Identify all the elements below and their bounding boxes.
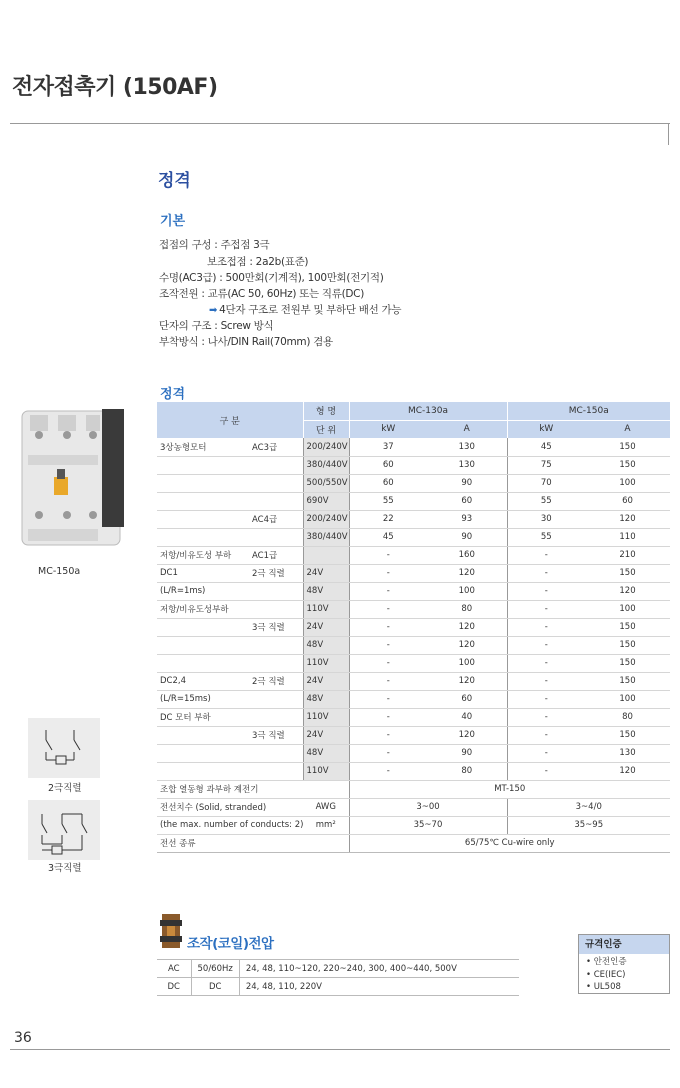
spec-row xyxy=(157,438,670,456)
spec-row xyxy=(157,762,670,780)
two-pole-wiring-diagram xyxy=(28,718,100,778)
row-category: 저항/비유도성 부하 xyxy=(157,546,249,564)
row-subcategory: 3극 직렬 xyxy=(249,726,303,744)
row-voltage: 24V xyxy=(303,564,349,582)
row-subcategory xyxy=(249,474,303,492)
spec-row xyxy=(157,744,670,762)
mc150-kw: - xyxy=(507,744,585,762)
mc150-a: 100 xyxy=(585,474,670,492)
row-subcategory: AC3급 xyxy=(249,438,303,456)
wire-label: (the max. number of conducts: 2) xyxy=(157,816,303,834)
spec-row xyxy=(157,618,670,636)
spec-row xyxy=(157,654,670,672)
spec-row xyxy=(157,564,670,582)
coil-icon xyxy=(158,912,184,950)
header-mc150: MC-150a xyxy=(507,402,670,420)
row-category xyxy=(157,510,249,528)
row-voltage: 200/240V xyxy=(303,438,349,456)
spec-row xyxy=(157,474,670,492)
mc130-kw: 45 xyxy=(349,528,427,546)
mc150-a: 120 xyxy=(585,762,670,780)
mc150-kw: - xyxy=(507,762,585,780)
row-category: DC 모터 부하 xyxy=(157,708,249,726)
row-subcategory: AC1급 xyxy=(249,546,303,564)
mc150-a: 150 xyxy=(585,636,670,654)
row-voltage: 110V xyxy=(303,600,349,618)
basic-line-terminal-note xyxy=(209,302,401,317)
wire-mc150: 35~95 xyxy=(507,816,670,834)
mc150-kw: - xyxy=(507,672,585,690)
spec-row xyxy=(157,690,670,708)
mc130-a: 120 xyxy=(427,672,507,690)
header-unit-kw: kW xyxy=(349,420,427,438)
mc130-a: 90 xyxy=(427,744,507,762)
mc130-a: 80 xyxy=(427,762,507,780)
coil-voltage-title: 조작(코일)전압 xyxy=(187,936,274,952)
row-voltage: 200/240V xyxy=(303,510,349,528)
mc150-kw: 75 xyxy=(507,456,585,474)
row-category: (L/R=1ms) xyxy=(157,582,249,600)
row-voltage xyxy=(303,546,349,564)
row-category xyxy=(157,618,249,636)
row-category: DC2,4 xyxy=(157,672,249,690)
spec-row xyxy=(157,726,670,744)
mc150-a: 150 xyxy=(585,672,670,690)
mc150-a: 150 xyxy=(585,456,670,474)
mc130-kw: - xyxy=(349,726,427,744)
basic-line-terminal-note-text: 4단자 구조로 전원부 및 부하단 배선 가능 xyxy=(219,304,402,316)
contactor-product-image xyxy=(14,405,128,555)
row-voltage: 500/550V xyxy=(303,474,349,492)
mc130-kw: 22 xyxy=(349,510,427,528)
mc150-kw: - xyxy=(507,708,585,726)
row-subcategory xyxy=(249,654,303,672)
mc130-kw: - xyxy=(349,672,427,690)
header-unit-kw: kW xyxy=(507,420,585,438)
wire-label: 전선치수 (Solid, stranded) xyxy=(157,798,303,816)
row-category xyxy=(157,762,249,780)
mc130-kw: 60 xyxy=(349,474,427,492)
mc130-a: 160 xyxy=(427,546,507,564)
three-pole-wiring-diagram xyxy=(28,800,100,860)
mc150-kw: - xyxy=(507,690,585,708)
spec-heading: 정격 xyxy=(160,387,186,402)
certification-box xyxy=(578,934,670,994)
wire-mc150: 3~4/0 xyxy=(507,798,670,816)
wire-unit: AWG xyxy=(303,798,349,816)
mc150-a: 130 xyxy=(585,744,670,762)
row-category xyxy=(157,654,249,672)
mc130-kw: - xyxy=(349,546,427,564)
row-voltage: 24V xyxy=(303,672,349,690)
mc130-a: 100 xyxy=(427,654,507,672)
row-subcategory: AC4급 xyxy=(249,510,303,528)
mc150-kw: - xyxy=(507,654,585,672)
row-subcategory xyxy=(249,600,303,618)
mc150-a: 150 xyxy=(585,726,670,744)
basic-line-life: 수명(AC3급) : 500만회(기계적), 100만회(전기적) xyxy=(159,272,384,284)
overload-label: 조합 열동형 과부하 계전기 xyxy=(157,780,349,798)
header-mc130: MC-130a xyxy=(349,402,507,420)
row-category: DC1 xyxy=(157,564,249,582)
mc150-kw: 55 xyxy=(507,492,585,510)
row-voltage: 24V xyxy=(303,618,349,636)
spec-row xyxy=(157,582,670,600)
row-category xyxy=(157,456,249,474)
row-category xyxy=(157,744,249,762)
mc130-a: 80 xyxy=(427,600,507,618)
section-title: 정격 xyxy=(158,171,191,191)
mc150-kw: 70 xyxy=(507,474,585,492)
mc130-kw: 60 xyxy=(349,456,427,474)
mc130-a: 130 xyxy=(427,456,507,474)
basic-line-power: 조작전원 : 교류(AC 50, 60Hz) 또는 직류(DC) xyxy=(159,288,364,300)
mc130-a: 40 xyxy=(427,708,507,726)
overload-value: MT-150 xyxy=(349,780,670,798)
row-voltage: 24V xyxy=(303,726,349,744)
basic-line-aux: 보조접점 : 2a2b(표준) xyxy=(207,256,309,268)
header-unit-a: A xyxy=(427,420,507,438)
mc130-a: 120 xyxy=(427,636,507,654)
mc150-kw: 30 xyxy=(507,510,585,528)
mc150-a: 60 xyxy=(585,492,670,510)
mc150-a: 210 xyxy=(585,546,670,564)
row-subcategory xyxy=(249,690,303,708)
mc150-a: 100 xyxy=(585,600,670,618)
coil-values: 24, 48, 110, 220V xyxy=(239,978,519,996)
mc130-kw: - xyxy=(349,690,427,708)
mc130-a: 120 xyxy=(427,618,507,636)
row-subcategory xyxy=(249,762,303,780)
mc150-kw: - xyxy=(507,636,585,654)
basic-line-terminal: 단자의 구조 : Screw 방식 xyxy=(159,320,274,332)
mc130-a: 90 xyxy=(427,474,507,492)
row-subcategory xyxy=(249,744,303,762)
page-title: 전자접촉기 (150AF) xyxy=(12,75,218,100)
coil-type: DC xyxy=(157,978,191,996)
coil-values: 24, 48, 110~120, 220~240, 300, 400~440, 500V xyxy=(239,960,519,978)
row-subcategory: 3극 직렬 xyxy=(249,618,303,636)
spec-row-wire-size xyxy=(157,798,670,816)
title-divider xyxy=(10,123,670,124)
row-subcategory: 2극 직렬 xyxy=(249,564,303,582)
bottom-divider xyxy=(10,1049,670,1050)
mc150-a: 120 xyxy=(585,582,670,600)
row-voltage: 690V xyxy=(303,492,349,510)
spec-row xyxy=(157,546,670,564)
row-category xyxy=(157,726,249,744)
mc150-a: 100 xyxy=(585,690,670,708)
mc150-kw: - xyxy=(507,726,585,744)
coil-voltage-table xyxy=(157,959,519,996)
row-subcategory: 2극 직렬 xyxy=(249,672,303,690)
mc130-a: 93 xyxy=(427,510,507,528)
mc130-kw: - xyxy=(349,600,427,618)
mc130-kw: - xyxy=(349,636,427,654)
row-subcategory xyxy=(249,582,303,600)
mc150-kw: 45 xyxy=(507,438,585,456)
mc130-kw: - xyxy=(349,618,427,636)
row-voltage: 48V xyxy=(303,690,349,708)
row-voltage: 110V xyxy=(303,654,349,672)
mc150-a: 120 xyxy=(585,510,670,528)
mc150-a: 150 xyxy=(585,564,670,582)
row-category: 3상농형모터 xyxy=(157,438,249,456)
mc130-a: 130 xyxy=(427,438,507,456)
mc150-a: 110 xyxy=(585,528,670,546)
header-model: 형 명 xyxy=(303,402,349,420)
mc130-a: 120 xyxy=(427,564,507,582)
spec-row xyxy=(157,708,670,726)
wire-mc130: 35~70 xyxy=(349,816,507,834)
row-category: (L/R=15ms) xyxy=(157,690,249,708)
coil-frequency: 50/60Hz xyxy=(191,960,239,978)
cert-item: • UL508 xyxy=(586,982,621,992)
mc150-a: 80 xyxy=(585,708,670,726)
coil-frequency: DC xyxy=(191,978,239,996)
row-subcategory xyxy=(249,636,303,654)
spec-row xyxy=(157,492,670,510)
mc130-kw: 37 xyxy=(349,438,427,456)
row-category xyxy=(157,636,249,654)
row-voltage: 48V xyxy=(303,744,349,762)
mc130-kw: - xyxy=(349,654,427,672)
coil-row-dc xyxy=(157,978,519,996)
cert-item: • 안전인증 xyxy=(586,957,627,967)
mc130-kw: - xyxy=(349,564,427,582)
wire-type-value: 65/75℃ Cu-wire only xyxy=(349,834,670,852)
row-category xyxy=(157,492,249,510)
spec-table xyxy=(157,402,670,853)
wire-unit: mm² xyxy=(303,816,349,834)
wire-mc130: 3~00 xyxy=(349,798,507,816)
mc130-a: 60 xyxy=(427,690,507,708)
row-voltage: 48V xyxy=(303,636,349,654)
spec-row xyxy=(157,636,670,654)
row-subcategory xyxy=(249,456,303,474)
row-voltage: 380/440V xyxy=(303,528,349,546)
title-divider-tick xyxy=(668,123,669,145)
mc130-a: 60 xyxy=(427,492,507,510)
spec-row xyxy=(157,600,670,618)
row-voltage: 380/440V xyxy=(303,456,349,474)
mc150-a: 150 xyxy=(585,438,670,456)
mc150-kw: - xyxy=(507,564,585,582)
row-voltage: 110V xyxy=(303,708,349,726)
mc130-a: 120 xyxy=(427,726,507,744)
cert-item: • CE(IEC) xyxy=(586,969,626,980)
wire-type-label: 전선 종류 xyxy=(157,834,349,852)
spec-row-overload xyxy=(157,780,670,798)
header-unit: 단 위 xyxy=(303,420,349,438)
spec-row-wire-type xyxy=(157,834,670,852)
mc130-a: 100 xyxy=(427,582,507,600)
spec-row xyxy=(157,528,670,546)
spec-row xyxy=(157,510,670,528)
three-pole-label: 3극직렬 xyxy=(48,863,82,874)
mc150-kw: 55 xyxy=(507,528,585,546)
arrow-right-icon: ➡ xyxy=(209,305,218,316)
row-voltage: 110V xyxy=(303,762,349,780)
mc130-kw: - xyxy=(349,582,427,600)
row-category xyxy=(157,474,249,492)
product-label: MC-150a xyxy=(38,566,81,577)
mc150-a: 150 xyxy=(585,654,670,672)
row-subcategory xyxy=(249,708,303,726)
row-category xyxy=(157,528,249,546)
basic-line-contacts: 접점의 구성 : 주접점 3극 xyxy=(159,239,270,251)
page-number: 36 xyxy=(14,1030,32,1046)
mc130-kw: - xyxy=(349,708,427,726)
basic-line-mounting: 부착방식 : 나사/DIN Rail(70mm) 겸용 xyxy=(159,336,333,348)
coil-type: AC xyxy=(157,960,191,978)
row-subcategory xyxy=(249,492,303,510)
mc130-kw: - xyxy=(349,762,427,780)
spec-row xyxy=(157,456,670,474)
mc130-kw: - xyxy=(349,744,427,762)
mc130-a: 90 xyxy=(427,528,507,546)
spec-row xyxy=(157,672,670,690)
spec-row-wire-max xyxy=(157,816,670,834)
coil-row-ac xyxy=(157,960,519,978)
header-category: 구 분 xyxy=(157,402,303,438)
certification-heading: 규격인증 xyxy=(579,935,669,954)
two-pole-label: 2극직렬 xyxy=(48,783,82,794)
row-voltage: 48V xyxy=(303,582,349,600)
mc150-a: 150 xyxy=(585,618,670,636)
mc150-kw: - xyxy=(507,618,585,636)
mc130-kw: 55 xyxy=(349,492,427,510)
header-unit-a: A xyxy=(585,420,670,438)
mc150-kw: - xyxy=(507,546,585,564)
mc150-kw: - xyxy=(507,582,585,600)
basic-heading: 기본 xyxy=(160,214,186,229)
row-category: 저항/비유도성부하 xyxy=(157,600,249,618)
mc150-kw: - xyxy=(507,600,585,618)
row-subcategory xyxy=(249,528,303,546)
